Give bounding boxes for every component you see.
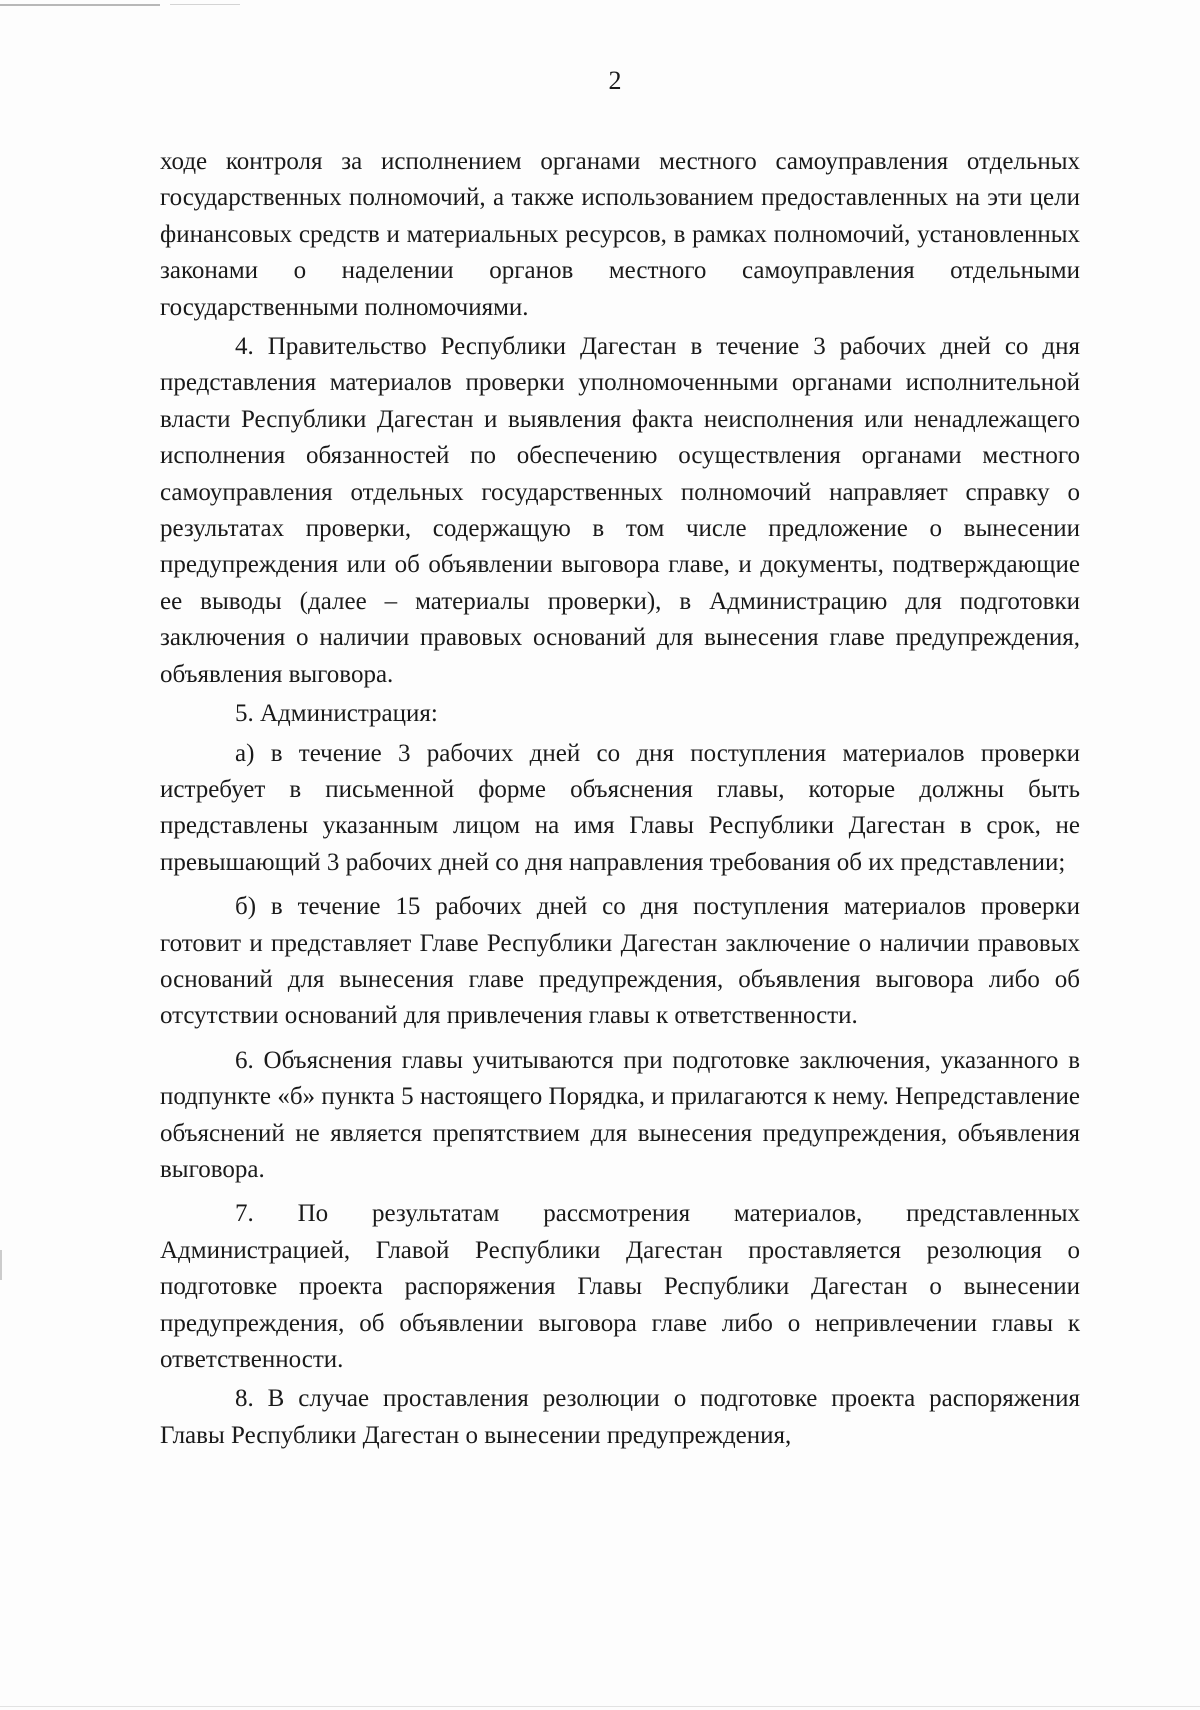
- paragraph-item-8: 8. В случае проставления резолюции о подготовке проекта распоряжения Главы Республики Дагестан о вынесении предупреждения,: [160, 1385, 1080, 1449]
- paragraph-subitem-b: б) в течение 15 рабочих дней со дня поступления материалов проверки готовит и представляет Главе Республики Дагестан заключение о наличии правовых оснований для вынесения главе предупреждения, объявления выговора либо об отсутствии оснований для привлечения главы к ответственности.: [160, 893, 1080, 1030]
- scan-edge-mark: [0, 4, 160, 6]
- paragraph-item-7: 7. По результатам рассмотрения материалов, представленных Администрацией, Главой Республики Дагестан проставляется резолюция о подготовке проекта распоряжения Главы Республики Дагестан о вынесении предупреждения, об объявлении выговора главе либо о непривлечении главы к ответственности.: [160, 1200, 1080, 1373]
- paragraph-continuation: ходе контроля за исполнением органами местного самоуправления отдельных государственных полномочий, а также использованием предоставленных на эти цели финансовых средств и материальных ресурсов, в рамках полномочий, установленных законами о наделении органов местного самоуправления отдельными государственными полномочиями.: [160, 148, 1080, 321]
- paragraph-item-5: 5. Администрация:: [235, 700, 438, 728]
- scan-edge-mark: [0, 1706, 1200, 1707]
- paragraph-item-6: 6. Объяснения главы учитываются при подготовке заключения, указанного в подпункте «б» пункта 5 настоящего Порядка, и прилагаются к нему. Непредставление объяснений не является препятствием для вынесения предупреждения, объявления выговора.: [160, 1046, 1080, 1183]
- scan-edge-mark: [170, 4, 240, 5]
- document-body: [160, 144, 1080, 1454]
- paragraph-item-4: 4. Правительство Республики Дагестан в течение 3 рабочих дней со дня представления материалов проверки уполномоченными органами исполнительной власти Республики Дагестан и выявления факта неисполнения или ненадлежащего исполнения обязанностей по обеспечению осуществления органами местного самоуправления отдельных государственных полномочий направляет справку о результатах проверки, содержащую в том числе предложение о вынесении предупреждения или об объявлении выговора главе, и документы, подтверждающие ее выводы (далее – материалы проверки), в Администрацию для подготовки заключения о наличии правовых оснований для вынесения главе предупреждения, объявления выговора.: [160, 333, 1080, 688]
- page-number: 2: [608, 66, 622, 95]
- paragraph-subitem-a: а) в течение 3 рабочих дней со дня поступления материалов проверки истребует в письменной форме объяснения главы, которые должны быть представлены указанным лицом на имя Главы Республики Дагестан в срок, не превышающий 3 рабочих дней со дня направления требования об их представлении;: [160, 739, 1080, 876]
- scan-edge-mark: [0, 1250, 2, 1280]
